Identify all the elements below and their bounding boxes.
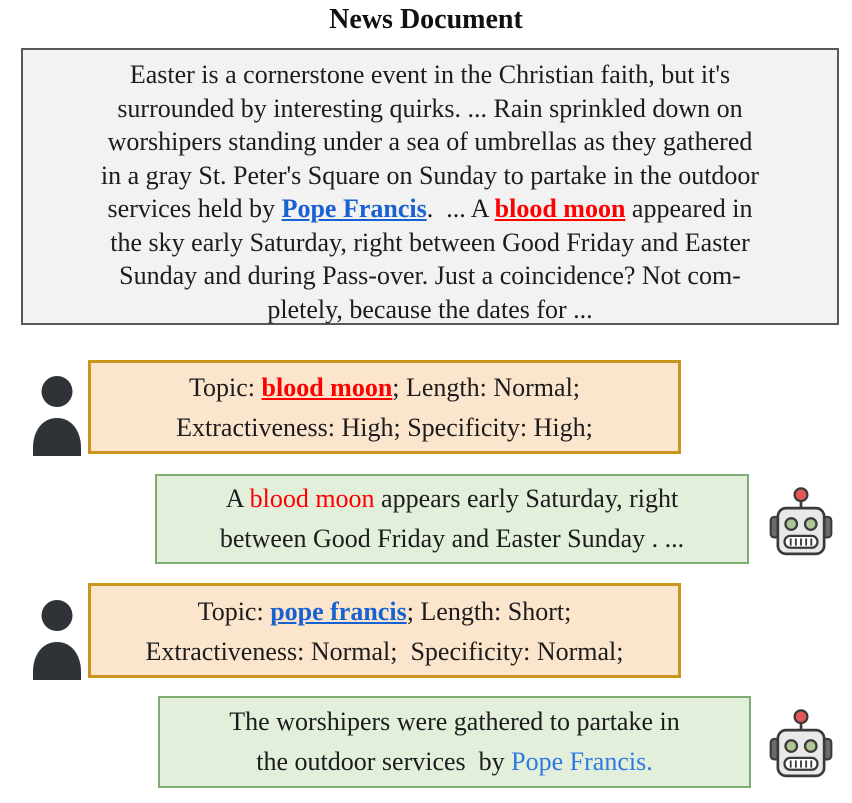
plain-text: ; Length: Normal; xyxy=(392,373,581,402)
document-text-line xyxy=(23,192,837,226)
highlighted-text: pope francis xyxy=(270,597,407,626)
plain-text: Sunday and during Pass-over. Just a coincidence? Not com- xyxy=(119,261,741,290)
response-text-line xyxy=(157,479,747,519)
highlighted-text: Pope Francis. xyxy=(511,747,653,776)
document-text-line xyxy=(23,259,837,293)
user-icon xyxy=(28,598,86,680)
document-text-line xyxy=(23,58,837,92)
plain-text: services held by xyxy=(107,194,282,223)
document-text-line xyxy=(23,125,837,159)
highlighted-text: Pope Francis xyxy=(281,194,427,223)
plain-text: the outdoor services by xyxy=(256,747,512,776)
user-icon xyxy=(28,374,86,456)
plain-text: appears early Saturday, right xyxy=(374,484,679,513)
response-text-line xyxy=(160,702,749,742)
response-text-line xyxy=(160,742,749,782)
document-text-line xyxy=(23,226,837,260)
prompt-text-line xyxy=(91,368,678,408)
plain-text: appeared in xyxy=(625,194,753,223)
plain-text: . ... A xyxy=(426,194,495,223)
plain-text: the sky early Saturday, right between Good Friday and Easter xyxy=(110,227,750,257)
prompt-text-line xyxy=(91,408,678,448)
user-prompt-bubble-1 xyxy=(88,360,681,454)
highlighted-text: blood moon xyxy=(249,484,375,513)
plain-text: between Good Friday and Easter Sunday . ... xyxy=(219,524,685,553)
plain-text: Extractiveness: Normal; Specificity: Normal; xyxy=(145,637,624,666)
prompt-text-line xyxy=(91,632,678,672)
plain-text: The worshipers were gathered to partake in xyxy=(229,707,680,736)
prompt-text-line xyxy=(91,592,678,632)
plain-text: A xyxy=(225,484,250,513)
plain-text: worshipers standing under a sea of umbrellas as they gathered xyxy=(107,127,753,156)
plain-text: Extractiveness: High; Specificity: High; xyxy=(176,413,593,442)
plain-text: pletely, because the dates for ... xyxy=(267,294,593,324)
plain-text: ; Length: Short; xyxy=(406,597,572,626)
document-text-line xyxy=(23,293,837,327)
highlighted-text: blood moon xyxy=(261,373,393,402)
highlighted-text: blood moon xyxy=(494,194,626,223)
robot-icon xyxy=(768,708,834,780)
figure-title: News Document xyxy=(329,4,523,35)
plain-text: surrounded by interesting quirks. ... Rain sprinkled down on xyxy=(117,93,743,123)
response-text-line xyxy=(157,519,747,559)
plain-text: Topic: xyxy=(188,373,262,402)
plain-text: in a gray St. Peter's Square on Sunday to partake in the outdoor xyxy=(100,160,760,190)
user-prompt-bubble-2 xyxy=(88,583,681,678)
document-text-line xyxy=(23,92,837,126)
plain-text: Easter is a cornerstone event in the Christian faith, but it's xyxy=(129,60,731,89)
document-text-line xyxy=(23,159,837,193)
robot-icon xyxy=(768,486,834,558)
bot-response-bubble-2 xyxy=(158,696,751,788)
plain-text: Topic: xyxy=(197,597,271,626)
bot-response-bubble-1 xyxy=(155,474,749,564)
news-document-box xyxy=(21,48,839,325)
